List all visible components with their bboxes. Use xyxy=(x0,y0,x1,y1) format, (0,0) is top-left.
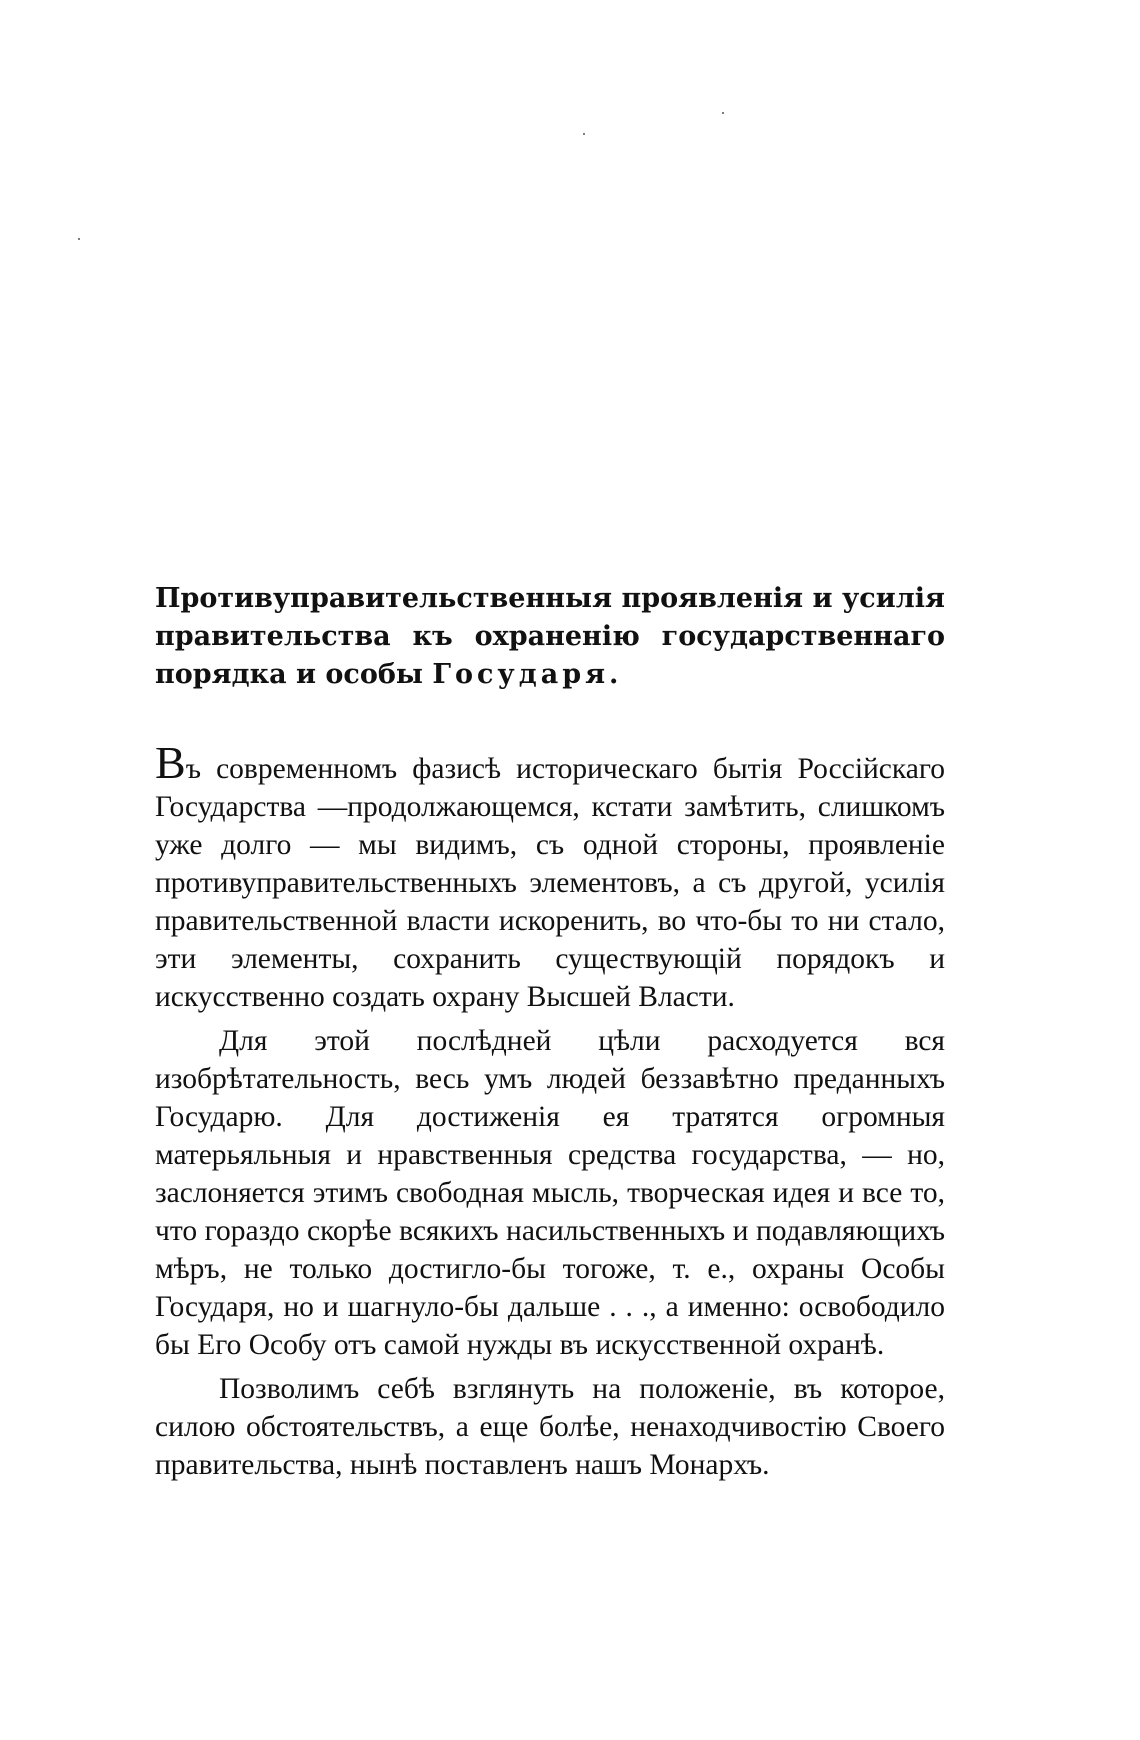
chapter-heading xyxy=(155,580,945,694)
chapter-heading-text: Противуправительственныя проявленія и усилія правительства къ охраненію государственнаго порядка и особы xyxy=(155,583,945,690)
paragraph-text: ъ современномъ фазисѣ историческаго бытія Россійскаго Государства —продолжающемся, кстати замѣтить, слишкомъ уже долго — мы видимъ, съ одной стороны, проявленіе противуправительственныхъ элементовъ, а съ другой, усилія правительственной власти искоренить, во что-бы то ни стало, эти элементы, сохранить существующій порядокъ и искусственно создать охрану Высшей Власти. xyxy=(155,753,945,1013)
paragraph xyxy=(155,737,945,1016)
drop-cap: В xyxy=(155,737,186,788)
scan-speck xyxy=(78,238,80,240)
paragraph xyxy=(155,1022,945,1364)
paragraph xyxy=(155,1370,945,1484)
paragraph-text: Для этой послѣдней цѣли расходуется вся изобрѣтательность, весь умъ людей беззавѣтно преданныхъ Государю. Для достиженія ея тратятся огромныя матерьяльныя и нравственныя средства государства, — но, заслоняется этимъ свободная мысль, творческая идея и все то, что гораздо скорѣе всякихъ насильственныхъ и подавляющихъ мѣръ, не только достигло-бы тогоже, т. е., охраны Особы Государя, но и шагнуло-бы дальше . . ., а именно: освободило бы Его Особу отъ самой нужды въ искусственной охранѣ. xyxy=(155,1025,945,1361)
body-text xyxy=(155,737,945,1490)
scan-speck xyxy=(722,112,724,114)
paragraph-text: Позволимъ себѣ взглянуть на положеніе, въ которое, силою обстоятельствъ, а еще болѣе, ненаходчивостію Своего правительства, нынѣ поставленъ нашъ Монархъ. xyxy=(155,1373,945,1481)
scan-speck xyxy=(583,133,585,135)
chapter-heading-sovereign: Государя. xyxy=(432,659,623,690)
